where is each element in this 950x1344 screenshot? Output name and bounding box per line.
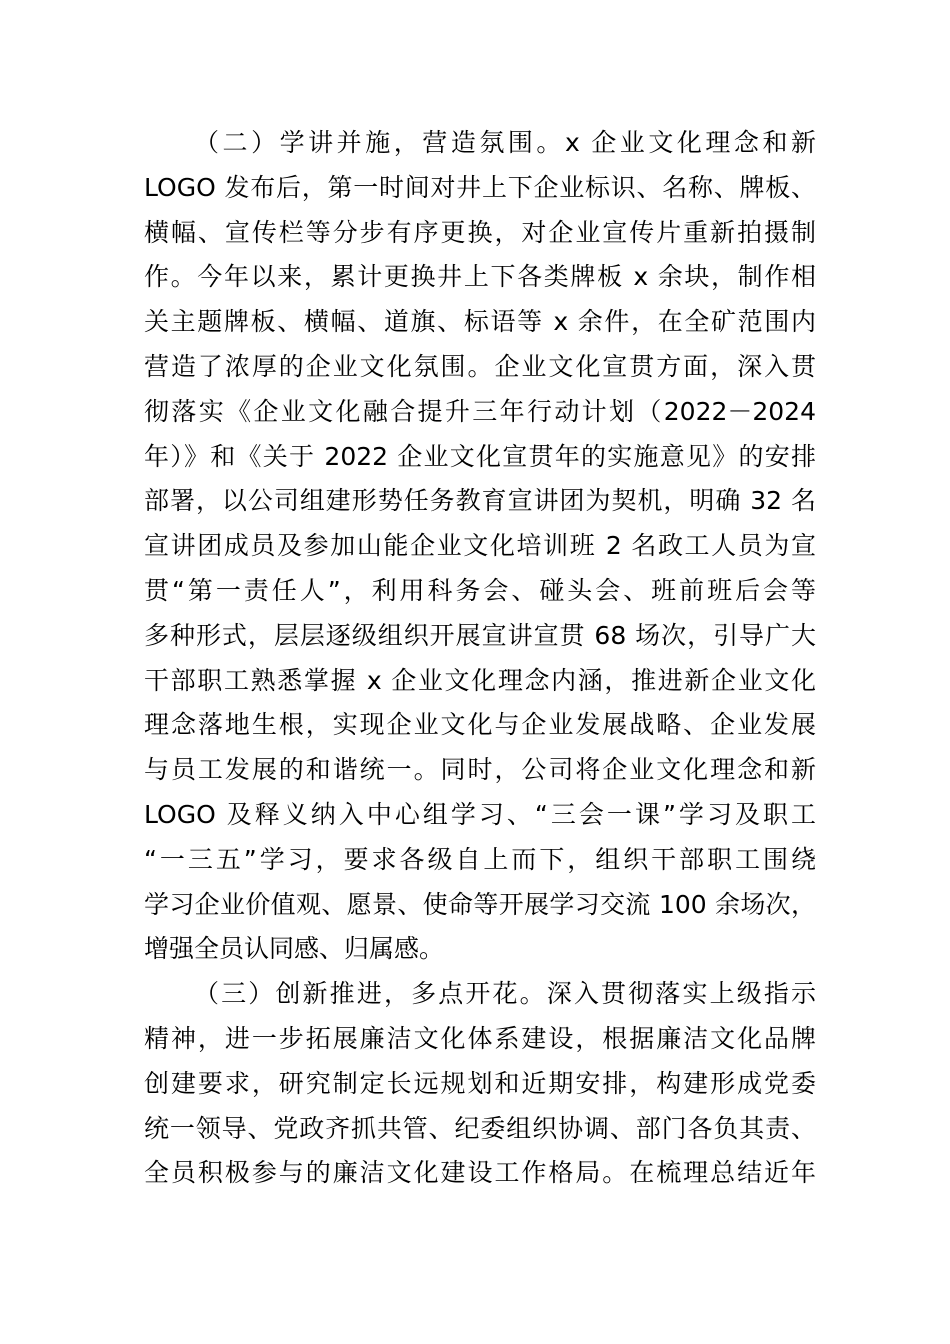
text-line: 创建要求，研究制定长远规划和近期安排，构建形成党委 — [144, 1068, 816, 1098]
text-line: 横幅、宣传栏等分步有序更换，对企业宣传片重新拍摄制 — [144, 217, 816, 247]
text-line: 与员工发展的和谐统一。同时，公司将企业文化理念和新 — [144, 755, 816, 785]
text-line: 多种形式，层层逐级组织开展宣讲宣贯 68 场次，引导广大 — [144, 620, 816, 650]
body-text — [144, 121, 816, 1196]
paragraph-section-three — [144, 972, 816, 1196]
text-line: 贯“第一责任人”，利用科务会、碰头会、班前班后会等 — [144, 575, 816, 605]
text-line: 增强全员认同感、归属感。 — [144, 934, 445, 964]
text-line: 精神，进一步拓展廉洁文化体系建设，根据廉洁文化品牌 — [144, 1023, 816, 1053]
text-line: 学习企业价值观、愿景、使命等开展学习交流 100 余场次， — [144, 889, 816, 919]
text-line: 关主题牌板、横幅、道旗、标语等 x 余件，在全矿范围内 — [144, 307, 816, 337]
paragraph-section-two — [144, 121, 816, 972]
text-line: （二）学讲并施，营造氛围。x 企业文化理念和新 — [194, 128, 816, 157]
text-line: 全员积极参与的廉洁文化建设工作格局。在梳理总结近年 — [144, 1158, 816, 1188]
text-line: 理念落地生根，实现企业文化与企业发展战略、企业发展 — [144, 710, 816, 740]
text-line: “一三五”学习，要求各级自上而下，组织干部职工围绕 — [144, 844, 816, 874]
text-line: 部署，以公司组建形势任务教育宣讲团为契机，明确 32 名 — [144, 486, 816, 516]
text-line: 宣讲团成员及参加山能企业文化培训班 2 名政工人员为宣 — [144, 531, 816, 561]
text-line: 作。今年以来，累计更换井上下各类牌板 x 余块，制作相 — [144, 262, 816, 292]
text-line: （三）创新推进，多点开花。深入贯彻落实上级指示 — [194, 979, 816, 1009]
text-line: 年）》和《关于 2022 企业文化宣贯年的实施意见》的安排 — [144, 441, 816, 471]
text-line: 干部职工熟悉掌握 x 企业文化理念内涵，推进新企业文化 — [144, 665, 816, 695]
text-line: LOGO 及释义纳入中心组学习、“三会一课”学习及职工 — [144, 799, 816, 829]
text-line: 统一领导、党政齐抓共管、纪委组织协调、部门各负其责、 — [144, 1113, 816, 1143]
text-line: 营造了浓厚的企业文化氛围。企业文化宣贯方面，深入贯 — [144, 351, 816, 381]
text-line: LOGO 发布后，第一时间对井上下企业标识、名称、牌板、 — [144, 172, 816, 202]
text-line: 彻落实《企业文化融合提升三年行动计划（2022－2024 — [144, 396, 816, 426]
